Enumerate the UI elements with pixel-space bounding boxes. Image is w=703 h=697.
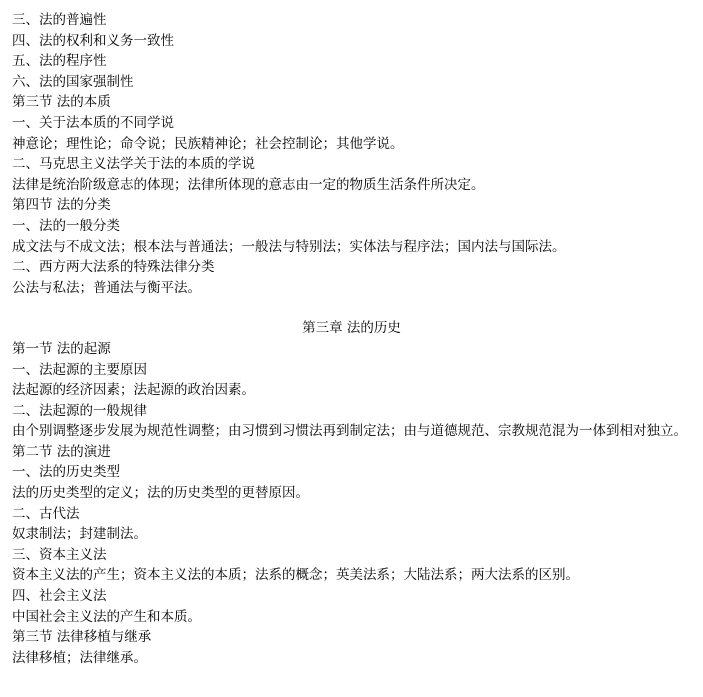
outline-line: 五、法的程序性 bbox=[12, 53, 107, 70]
section-heading: 第二节 法的演进 bbox=[12, 443, 111, 460]
section-heading: 第一节 法的起源 bbox=[12, 340, 111, 357]
outline-line: 一、法起源的主要原因 bbox=[12, 361, 147, 378]
outline-line: 二、马克思主义法学关于法的本质的学说 bbox=[12, 156, 255, 173]
section-heading: 第三节 法律移植与继承 bbox=[12, 629, 152, 646]
outline-line: 二、古代法 bbox=[12, 505, 80, 522]
outline-line: 三、资本主义法 bbox=[12, 546, 107, 563]
outline-line: 一、法的历史类型 bbox=[12, 464, 120, 481]
outline-line: 三、法的普遍性 bbox=[12, 12, 107, 28]
outline-line: 一、关于法本质的不同学说 bbox=[12, 114, 174, 131]
outline-line: 公法与私法；普通法与衡平法。 bbox=[12, 279, 201, 296]
outline-line: 奴隶制法；封建制法。 bbox=[12, 526, 147, 543]
outline-line: 四、社会主义法 bbox=[12, 588, 107, 605]
outline-line: 神意论；理性论；命令说；民族精神论；社会控制论；其他学说。 bbox=[12, 135, 404, 152]
outline-line: 一、法的一般分类 bbox=[12, 217, 120, 234]
outline-line: 中国社会主义法的产生和本质。 bbox=[12, 608, 201, 625]
outline-line: 法律移植；法律继承。 bbox=[12, 649, 147, 666]
outline-line: 四、法的权利和义务一致性 bbox=[12, 32, 174, 49]
paragraph-spacer bbox=[12, 298, 691, 318]
outline-line: 二、西方两大法系的特殊法律分类 bbox=[12, 259, 215, 276]
outline-line: 法律是统治阶级意志的体现；法律所体现的意志由一定的物质生活条件所决定。 bbox=[12, 176, 485, 193]
outline-line: 资本主义法的产生；资本主义法的本质；法系的概念；英美法系；大陆法系；两大法系的区别。 bbox=[12, 567, 579, 584]
outline-line: 成文法与不成文法；根本法与普通法；一般法与特别法；实体法与程序法；国内法与国际法。 bbox=[12, 238, 566, 255]
outline-line: 六、法的国家强制性 bbox=[12, 73, 134, 90]
chapter-heading: 第三章 法的历史 bbox=[302, 320, 401, 337]
section-heading: 第三节 法的本质 bbox=[12, 94, 111, 111]
outline-line: 法起源的经济因素；法起源的政治因素。 bbox=[12, 382, 255, 399]
section-heading: 第四节 法的分类 bbox=[12, 197, 111, 214]
outline-line: 由个别调整逐步发展为规范性调整；由习惯到习惯法再到制定法；由与道德规范、宗教规范混为一体到相对独立。 bbox=[12, 423, 687, 440]
outline-line: 法的历史类型的定义；法的历史类型的更替原因。 bbox=[12, 485, 309, 502]
outline-line: 二、法起源的一般规律 bbox=[12, 402, 147, 419]
